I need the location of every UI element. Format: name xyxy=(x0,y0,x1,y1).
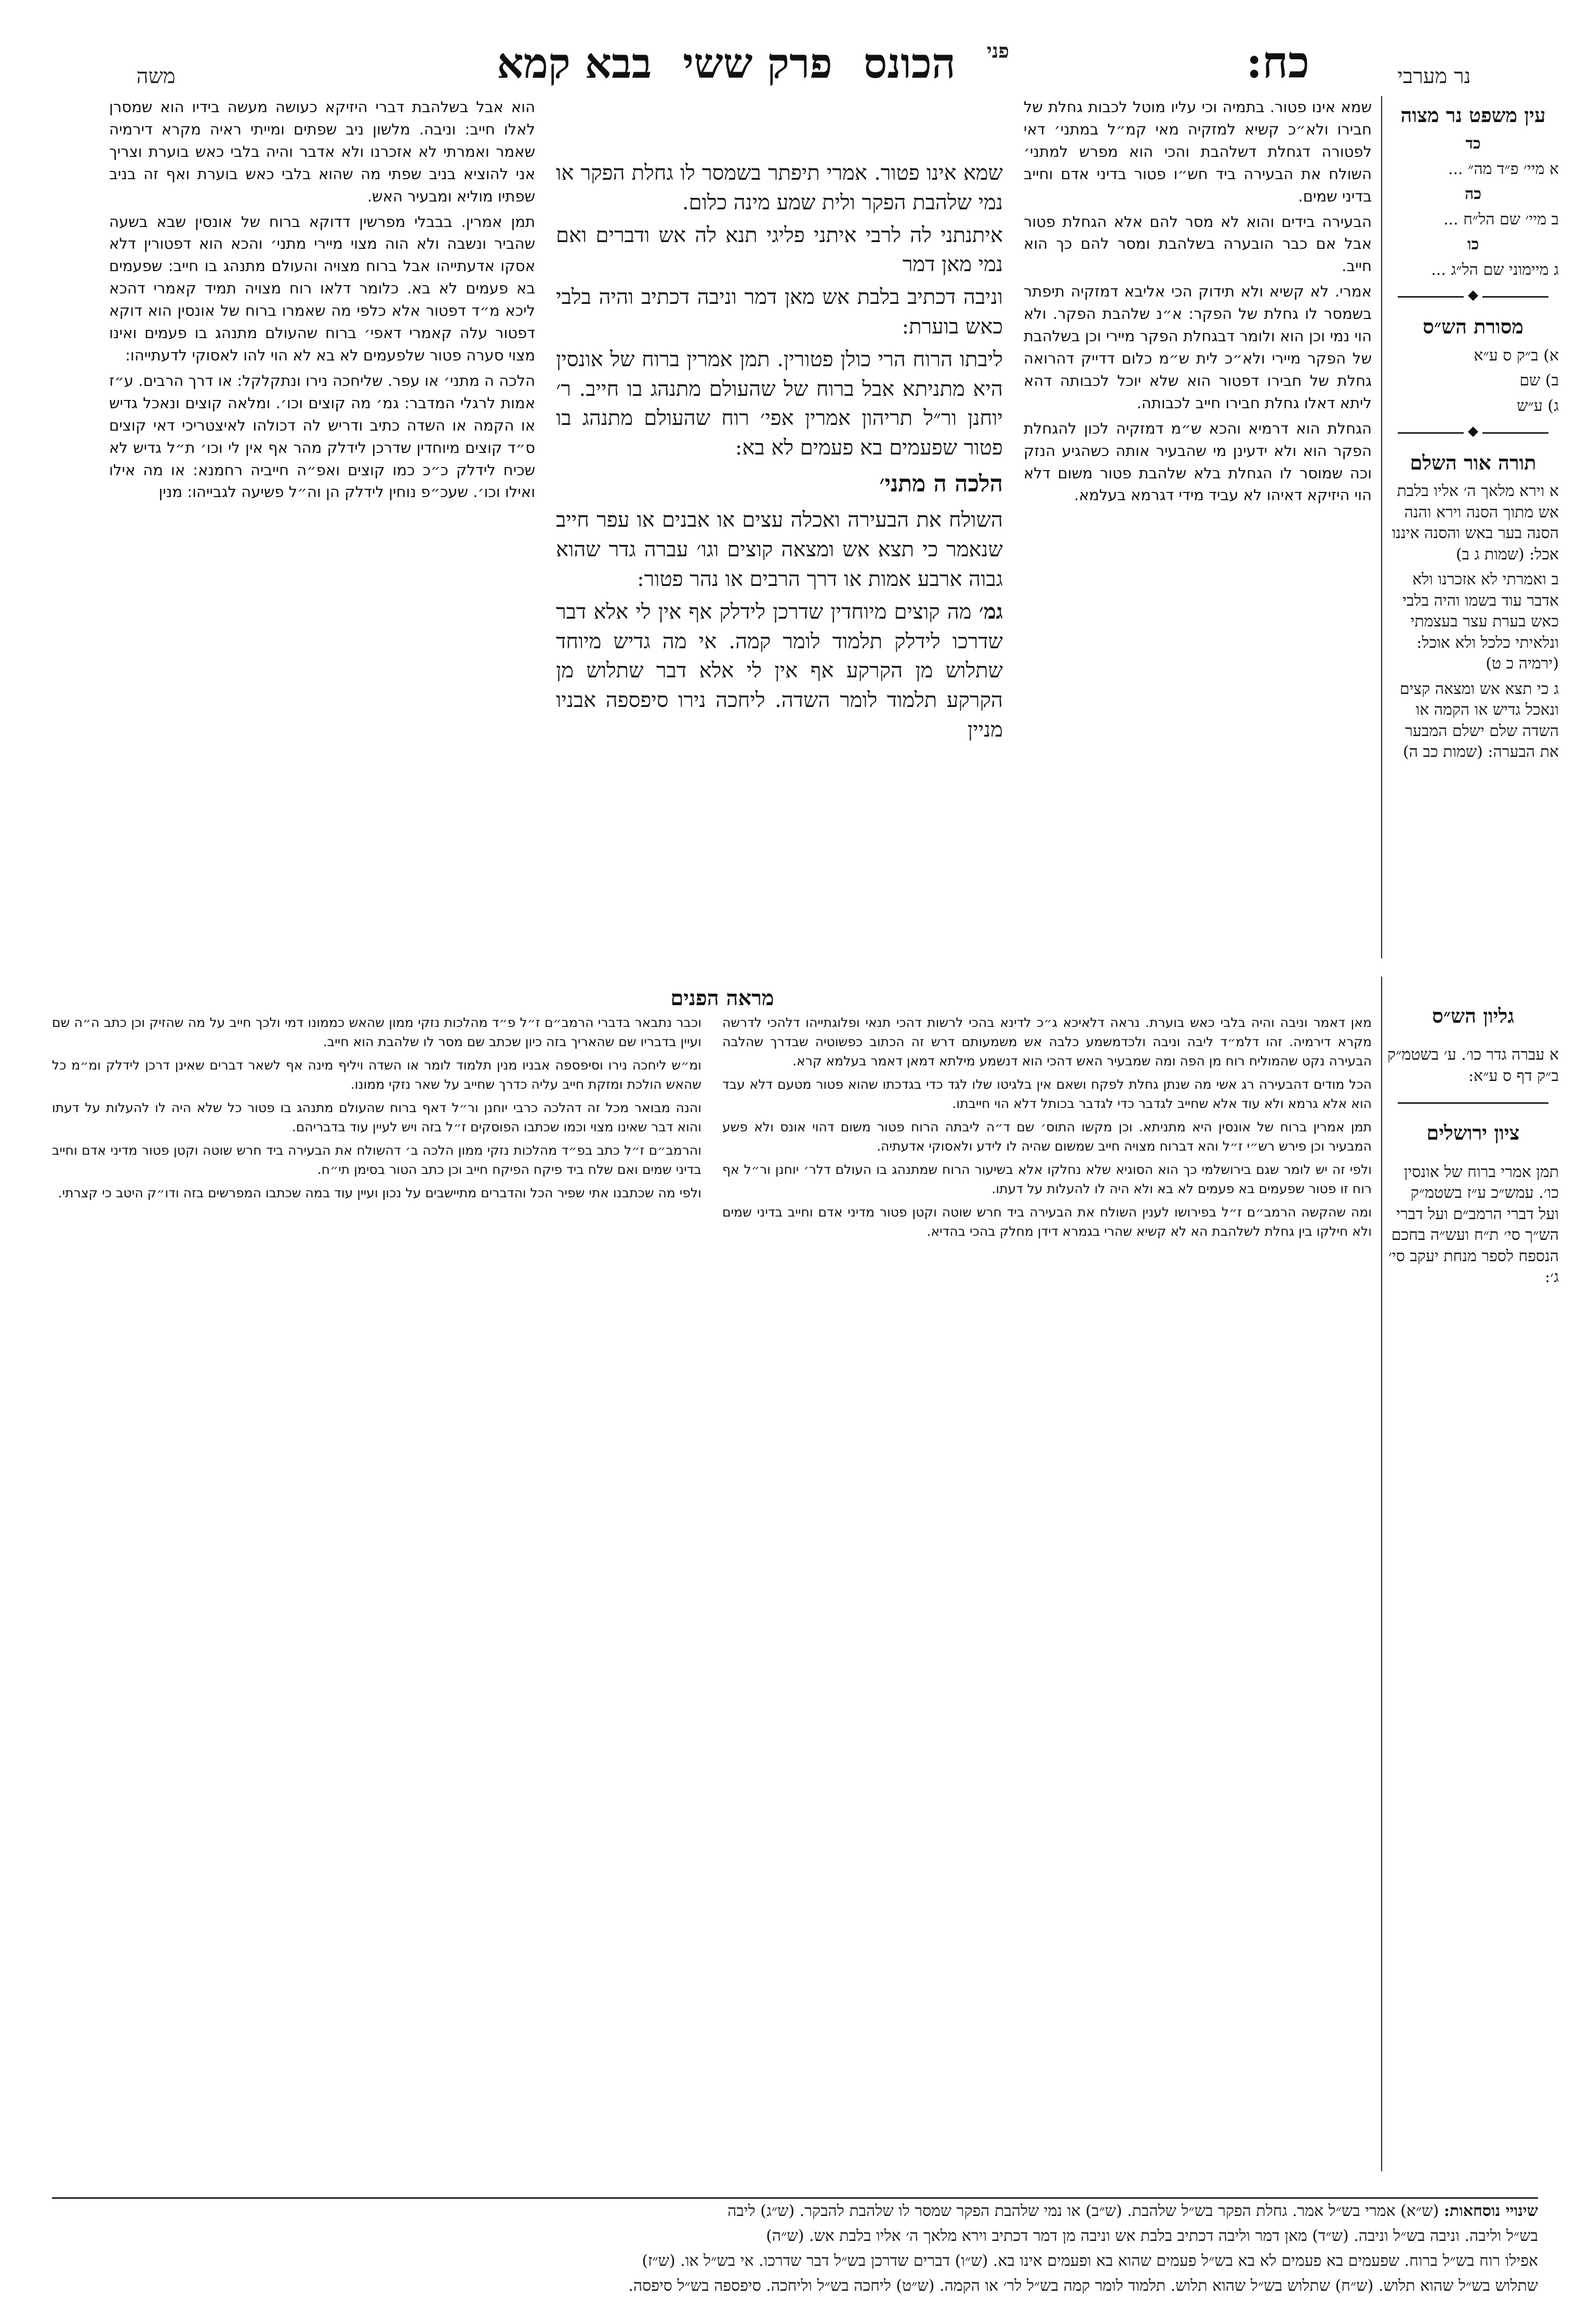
column-divider xyxy=(1381,977,1382,2171)
gemara-text: מה קוצים מיוחדין שדרכן לידלק אף אין לי אלא דבר שדרכו לידלק תלמוד לומר קמה. אי מה גדיש מיוחד שתלוש מן הקרקע אף אין לי אלא דבר שתלוש מן הקרקע תלמוד לומר השדה. ליחכה נירו סיפספה אבניו מניין xyxy=(556,599,1003,742)
torah-item: ב ואמרתי לא אזכרנו ולא אדבר עוד בשמו והיה בלבי כאש בערת עצר בעצמתי ונלאיתי כלכל ולא אוכל: (ירמיה כ ט) xyxy=(1402,570,1559,673)
commentary-paragraph: והרמב״ם ז״ל כתב בפ״ד מהלכות נזקי ממון הלכה ב׳ דהשולח את הבעירה ביד חרש שוטה וקטן פטור מדיני אדם וחייב בדיני שמים ואם שלח ביד פיקח הפיקח חייב וכן כתב הטור בסימן תי״ח. xyxy=(52,1143,701,1177)
rashi-paragraph: הבעירה בידים והוא לא מסר להם אלא הגחלת פטור אבל אם כבר הובערה בשלהבת ומסר להם כך הוא חייב. xyxy=(1024,212,1372,275)
gemara-paragraph: ליבתו הרוח הרי כולן פטורין. תמן אמרין ברוח של אונסין היא מתניתא אבל ברוח של שהעולם מתנהג בו חייב. ר׳ יוחנן ור״ל תריהון אמרין אפי׳ רוח שהעולם מתנהג בו פטור שפעמים בא פעמים לא בא: xyxy=(556,347,1003,460)
zion-text: תמן אמרי ברוח של אונסין כו׳. עמש״כ ע״ז בשטמ״ק ועל דברי הרמב״ם ועל דברי הש״ך סי׳ ת״ח ועש״ה בחכם הנספח לספר מנחת יעקב סי׳ ג׳: xyxy=(1388,1163,1559,1287)
commentary-paragraph: ומה שהקשה הרמב״ם ז״ל בפירושו לענין השולח את הבעירה ביד חרש שוטה וקטן פטור מדיני אדם וחייב בדיני שמים ולא חילקו בין גחלת לשלהבת הא לא קשיא שהרי בגמרא דידן מחלק בהכי בהדיא. xyxy=(722,1205,1372,1239)
footer-line: אפילו רוח בש״ל ברוח. שפעמים בא פעמים לא בא בש״ל פעמים שהוא בא ופעמים אינו בא. (ש״ו) דברים שדרכן בש״ל דבר שדרכו. אי בש״ל או. (ש״ז) xyxy=(642,2252,1538,2270)
mareh-hapanim-title: מראה הפנים xyxy=(670,986,774,1010)
tosafot-column xyxy=(109,96,535,969)
footer-text: (ש״א) אמרי בש״ל אמר. גחלת הפקר בש״ל שלהבת. (ש״ב) או נמי שלהבת הפקר שמסר לו שלהבת להבקר. (ש״ג) ליבה xyxy=(727,2202,1439,2220)
chapter-name: הכונס xyxy=(863,39,956,88)
header-right xyxy=(1246,36,1538,88)
footer-line: בש״ל וליבה. וניבה בש״ל וניבה. (ש״ד) מאן דמר וליבה דכתיב בלבת אש וניבה מן דמר דכתיב וירא מלאך ה׳ אליו בלבת אש. (ש״ה) xyxy=(766,2227,1538,2245)
ein-mishpat-title: עין משפט נר מצוה xyxy=(1400,103,1546,127)
commentary-paragraph: הכל מודים דהבעירה רג אשי מה שנתן גחלת לפקח ושאם אין בלגיטו שלו לגד כדי בגדכתו שהוא פטור מטעם דלא עבד הוא אלא גרמא ולא עוד אלא שחייב לגדבר כדי לגדבר בכותל דלא הוי חייבתו. xyxy=(722,1077,1372,1111)
masoret-title: מסורת הש״ס xyxy=(1423,315,1523,339)
mareh-hapanim-commentary xyxy=(52,1013,1372,2156)
gemara-label: גמ׳ xyxy=(978,599,1003,624)
masoret-item: ג) ע״ש xyxy=(1517,396,1559,415)
header-right-label: משה xyxy=(136,64,176,88)
divider xyxy=(1398,432,1548,434)
commentary-paragraph: וכבר נתבאר בדברי הרמב״ם ז״ל פ״ד מהלכות נזקי ממון שהאש כממונו דמי ולכך חייב על מה שהזיק וכן כתב ה״ה שם ועיין בדבריו שם שהאריך בזה כיון שכתב שם מסר לו שלהבת הוא חייב. xyxy=(52,1015,701,1049)
torah-item: ג כי תצא אש ומצאה קצים ונאכל גדיש או הקמה או השדה שלם ישלם המבער את הבערה: (שמות כב ה) xyxy=(1399,679,1559,762)
margin-item: ג מיימוני שם הל״ג ... xyxy=(1431,260,1559,279)
margin-item: כו xyxy=(1467,235,1479,254)
gemara-section xyxy=(556,597,1003,745)
torah-item: א וירא מלאך ה׳ אליו בלבת אש מתוך הסנה וירא והנה הסנה בער באש והסנה איננו אכל: (שמות ג ב) xyxy=(1392,482,1559,564)
commentary-paragraph: והנה מבואר מכל זה דהלכה כרבי יוחנן ור״ל דאף ברוח שהעולם מתנהג בו פטור כל שלא היה לו להעלות על דעתו והוא דבר שאינו מצוי וכמו שכתבו הפוסקים ז״ל בזה ויש לעיין עוד בדבריהם. xyxy=(52,1100,701,1134)
perek-label: פרק ששי xyxy=(683,39,832,88)
tosafot-paragraph: תמן אמרין. בבבלי מפרשין דדוקא ברוח של אונסין שבא בשעה שהביר ונשבה ולא הוה מצוי מיירי מתני׳ והכא הוא דפטורין דלא אסקו אדעתייהו אבל ברוח מצויה והעולם מתנהג בו חייב: שפעמים בא פעמים לא בא. כלומר דלאו רוח מצויה תמיד קאמרי דהכא ליכא מ״ד דפטור אלא כלפי מה שאמרו ברוח של אונסין הוא דוקא דפטור עלה קאמרי דאפי׳ ברוח שהעולם מתנהג בו פעמים ואינו מצוי סערה פטור שלפעמים לא בא לא הוי להו לאסוקי לדעתייהו: xyxy=(109,212,535,364)
masoret-item: ב) שם xyxy=(1519,371,1559,390)
gemara-paragraph: שמא אינו פטור. אמרי תיפתר בשמסר לו גחלת הפקר או נמי שלהבת הפקר ולית שמע מינה כלום. xyxy=(556,161,1003,215)
header-left-label: נר מערבי xyxy=(1397,64,1471,88)
commentary-paragraph: ולפי זה יש לומר שגם בירושלמי כך הוא הסוגיא שלא נחלקו אלא בשיעור הרוח שמתנהג בו העולם דלר׳ יוחנן ור״ל אף רוח זו פטור שפעמים בא פעמים לא בא ולא היה לו להעלות על דעתו. xyxy=(722,1162,1372,1196)
divider xyxy=(1398,296,1548,298)
gilyon-margin xyxy=(1387,1003,1559,1304)
commentary-paragraph: ולפי מה שכתבנו אתי שפיר הכל והדברים מתיישבים על נכון ועיין עוד במה שכתבו המפרשים בזה ודו״ק היטב כי קצרתי. xyxy=(58,1185,701,1200)
tractate-name: בבא קמא xyxy=(497,39,652,88)
variants-footer xyxy=(52,2197,1538,2303)
masoret-item: א) ב״ק ס ע״א xyxy=(1474,346,1559,365)
margin-item: כה xyxy=(1465,185,1481,204)
margin-item: כד xyxy=(1465,135,1481,153)
footer-line xyxy=(52,2199,1538,2224)
header-title xyxy=(497,39,1009,88)
rashi-column xyxy=(1024,96,1372,969)
commentary-paragraph: מאן דאמר וניבה והיה בלבי כאש בוערת. נראה דלאיכא ג״כ לדינא בהכי לרשות דהכי תנאי ופלוגתייהו דלהכי לדרשה מקרא דירמיה. זהו דלמ״ד ליבה וניבה ולכדמשמע כלבה אש משמעותם דרש זה הכתוב כפשוטיה שבדרך שהלבה הבעירה נקט שהמוליח רוח מן הפה ומה שמבעיר האש דהכי הוא דנשמע מילתא דמאן דאמר בעלמא קרא. xyxy=(722,1015,1372,1068)
gemara-paragraph: איתנתני לה לרבי איתני פליגי תנא לה אש ודברים ואם נמי מאן דמר xyxy=(556,223,1003,277)
gilyon-title: גליון הש״ס xyxy=(1432,1004,1514,1027)
commentary-paragraph: ומ״ש ליחכה נירו וסיפספה אבניו מנין תלמוד לומר או השדה ויליף מינה אף לשאר דברים שאינן דרכן לידלק ומ״מ כל שהאש הולכת ומזקת חייב עליה כדרך שחייב על שאר נזקי ממונו. xyxy=(52,1058,701,1092)
rashi-paragraph: שמא אינו פטור. בתמיה וכי עליו מוטל לכבות גחלת של חבירו ולא״כ קשיא למזקיה מאי קמ״ל במתני׳ דאי לפטורה דגחלת דשלהבת והכי הוא מפרש למתני׳ השולח את הבעירה ביד חש״ו פטור בדיני אדם וחייב בדיני שמים. xyxy=(1024,98,1372,205)
tosafot-paragraph: הלכה ה מתני׳ או עפר. שליחכה נירו ונתקלקל: או דרך הרבים. ע״ז אמות לרגלי המדבר: גמ׳ מה קוצים וכו׳. ומלאה קוצים ונאכל גדיש או הקמה או השדה כתיב ודריש לה דכולהו לאיצטריכי דאי קוצים ס״ד קוצים מיוחדין שדרכן לידלק מהר אף אין לי וכו׳ ת״ל גדיש לא שכיח לידלק כ״כ כמו קוצים ואפ״ה חייביה רחמנא: או מה אילו ואילו וכו׳. שעכ״פ נוחין לידלק הן וה״ל פשיעה לגבייהו: מנין xyxy=(109,371,535,501)
gilyon-text: א עברה גדר כו׳. ע׳ בשטמ״ק ב״ק דף ס ע״א: xyxy=(1387,1046,1559,1085)
footer-line: שתלוש בש״ל שהוא תלוש. (ש״ח) שתלוש בש״ל שהוא תלוש. תלמוד לומר קמה בש״ל לר׳ או הקמה. (ש״ט) ליחכה בש״ל וליחכה. סיפספה בש״ל סיפסה. xyxy=(628,2277,1538,2295)
rashi-paragraph: הגחלת הוא דרמיא והכא ש״מ דמזקיה לכון להגחלת הפקר הוא ולא ידעינן מי שהבעיר אותה כשהגיע הנזק וכה שמוסר לו הגחלת בלא שלהבת פטור משום דלא הוי היזיקא דאיהו לא עביד מידי דגרמא בעלמא. xyxy=(1024,419,1372,504)
divider xyxy=(1398,1102,1548,1104)
tosafot-paragraph: הוא אבל בשלהבת דברי היזיקא כעושה מעשה בידיו הוא שמסרן לאלו חייב: וניבה. מלשון ניב שפתים ומייתי ראיה מקרא דירמיה שאמר ואמרתי לא אזכרנו ולא אדבר והיה בלבי כאש בוערת וצריך אני להוציא בניב שפתי מה שהוא בלבי כאש בוערת ואף זה בניב שפתיו מוליא ומבעיר האש. xyxy=(109,98,535,205)
ein-mishpat-margin xyxy=(1387,94,1559,1576)
footer-label: שינויי נוסחאות: xyxy=(1443,2202,1538,2220)
margin-item: א מיי׳ פ״ד מה״ ... xyxy=(1448,159,1559,178)
page-header xyxy=(52,31,1538,88)
mishna-text: השולח את הבעירה ואכלה עצים או אבנים או עפר חייב שנאמר כי תצא אש ומצאה קוצים וגו׳ עברה גדר שהוא גבוה ארבע אמות או דרך הרבים או נהר פטור: xyxy=(556,508,1003,592)
margin-item: ב מיי׳ שם הל״ח ... xyxy=(1443,210,1559,229)
zion-title: ציון ירושלים xyxy=(1426,1121,1520,1145)
header-amud: פני xyxy=(987,39,1009,62)
halacha-heading: הלכה ה מתני׳ xyxy=(879,470,1003,497)
column-divider xyxy=(1381,96,1382,958)
gemara-column xyxy=(556,96,1003,742)
commentary-paragraph: תמן אמרין ברוח של אונסין היא מתניתא. וכן מקשו התוס׳ שם ד״ה ליבתה הרוח פטור משום דהוי אונס ולא פשע המבעיר וכן פירש רש״י ז״ל והא דברוח מצויה חייב שמשום שהיה לו לידע ולאסוקי אדעתיה. xyxy=(722,1119,1372,1154)
gemara-paragraph: וניבה דכתיב בלבת אש מאן דמר וניבה דכתיב והיה בלבי כאש בוערת: xyxy=(556,285,1003,339)
rashi-paragraph: אמרי. לא קשיא ולא תידוק הכי אליבא דמזקיה תיפתר בשמסר לו גחלת של הפקר: א״נ שלהבת הפקר. ולא הוי נמי וכן הוא ולומר דבגחלת הפקר מיירי וכן בשלהבת של הפקר מיירי ולא״כ לית ש״מ כלום דדייק דהרואה גחלת של חבירו דפטור הוא שלא יוכל לכבותה דהא ליתא דאלו גחלת חבירו חייב לכבותה. xyxy=(1024,283,1372,412)
torah-or-title: תורה אור השלם xyxy=(1410,451,1536,475)
daf-number: כח: xyxy=(1246,36,1309,88)
